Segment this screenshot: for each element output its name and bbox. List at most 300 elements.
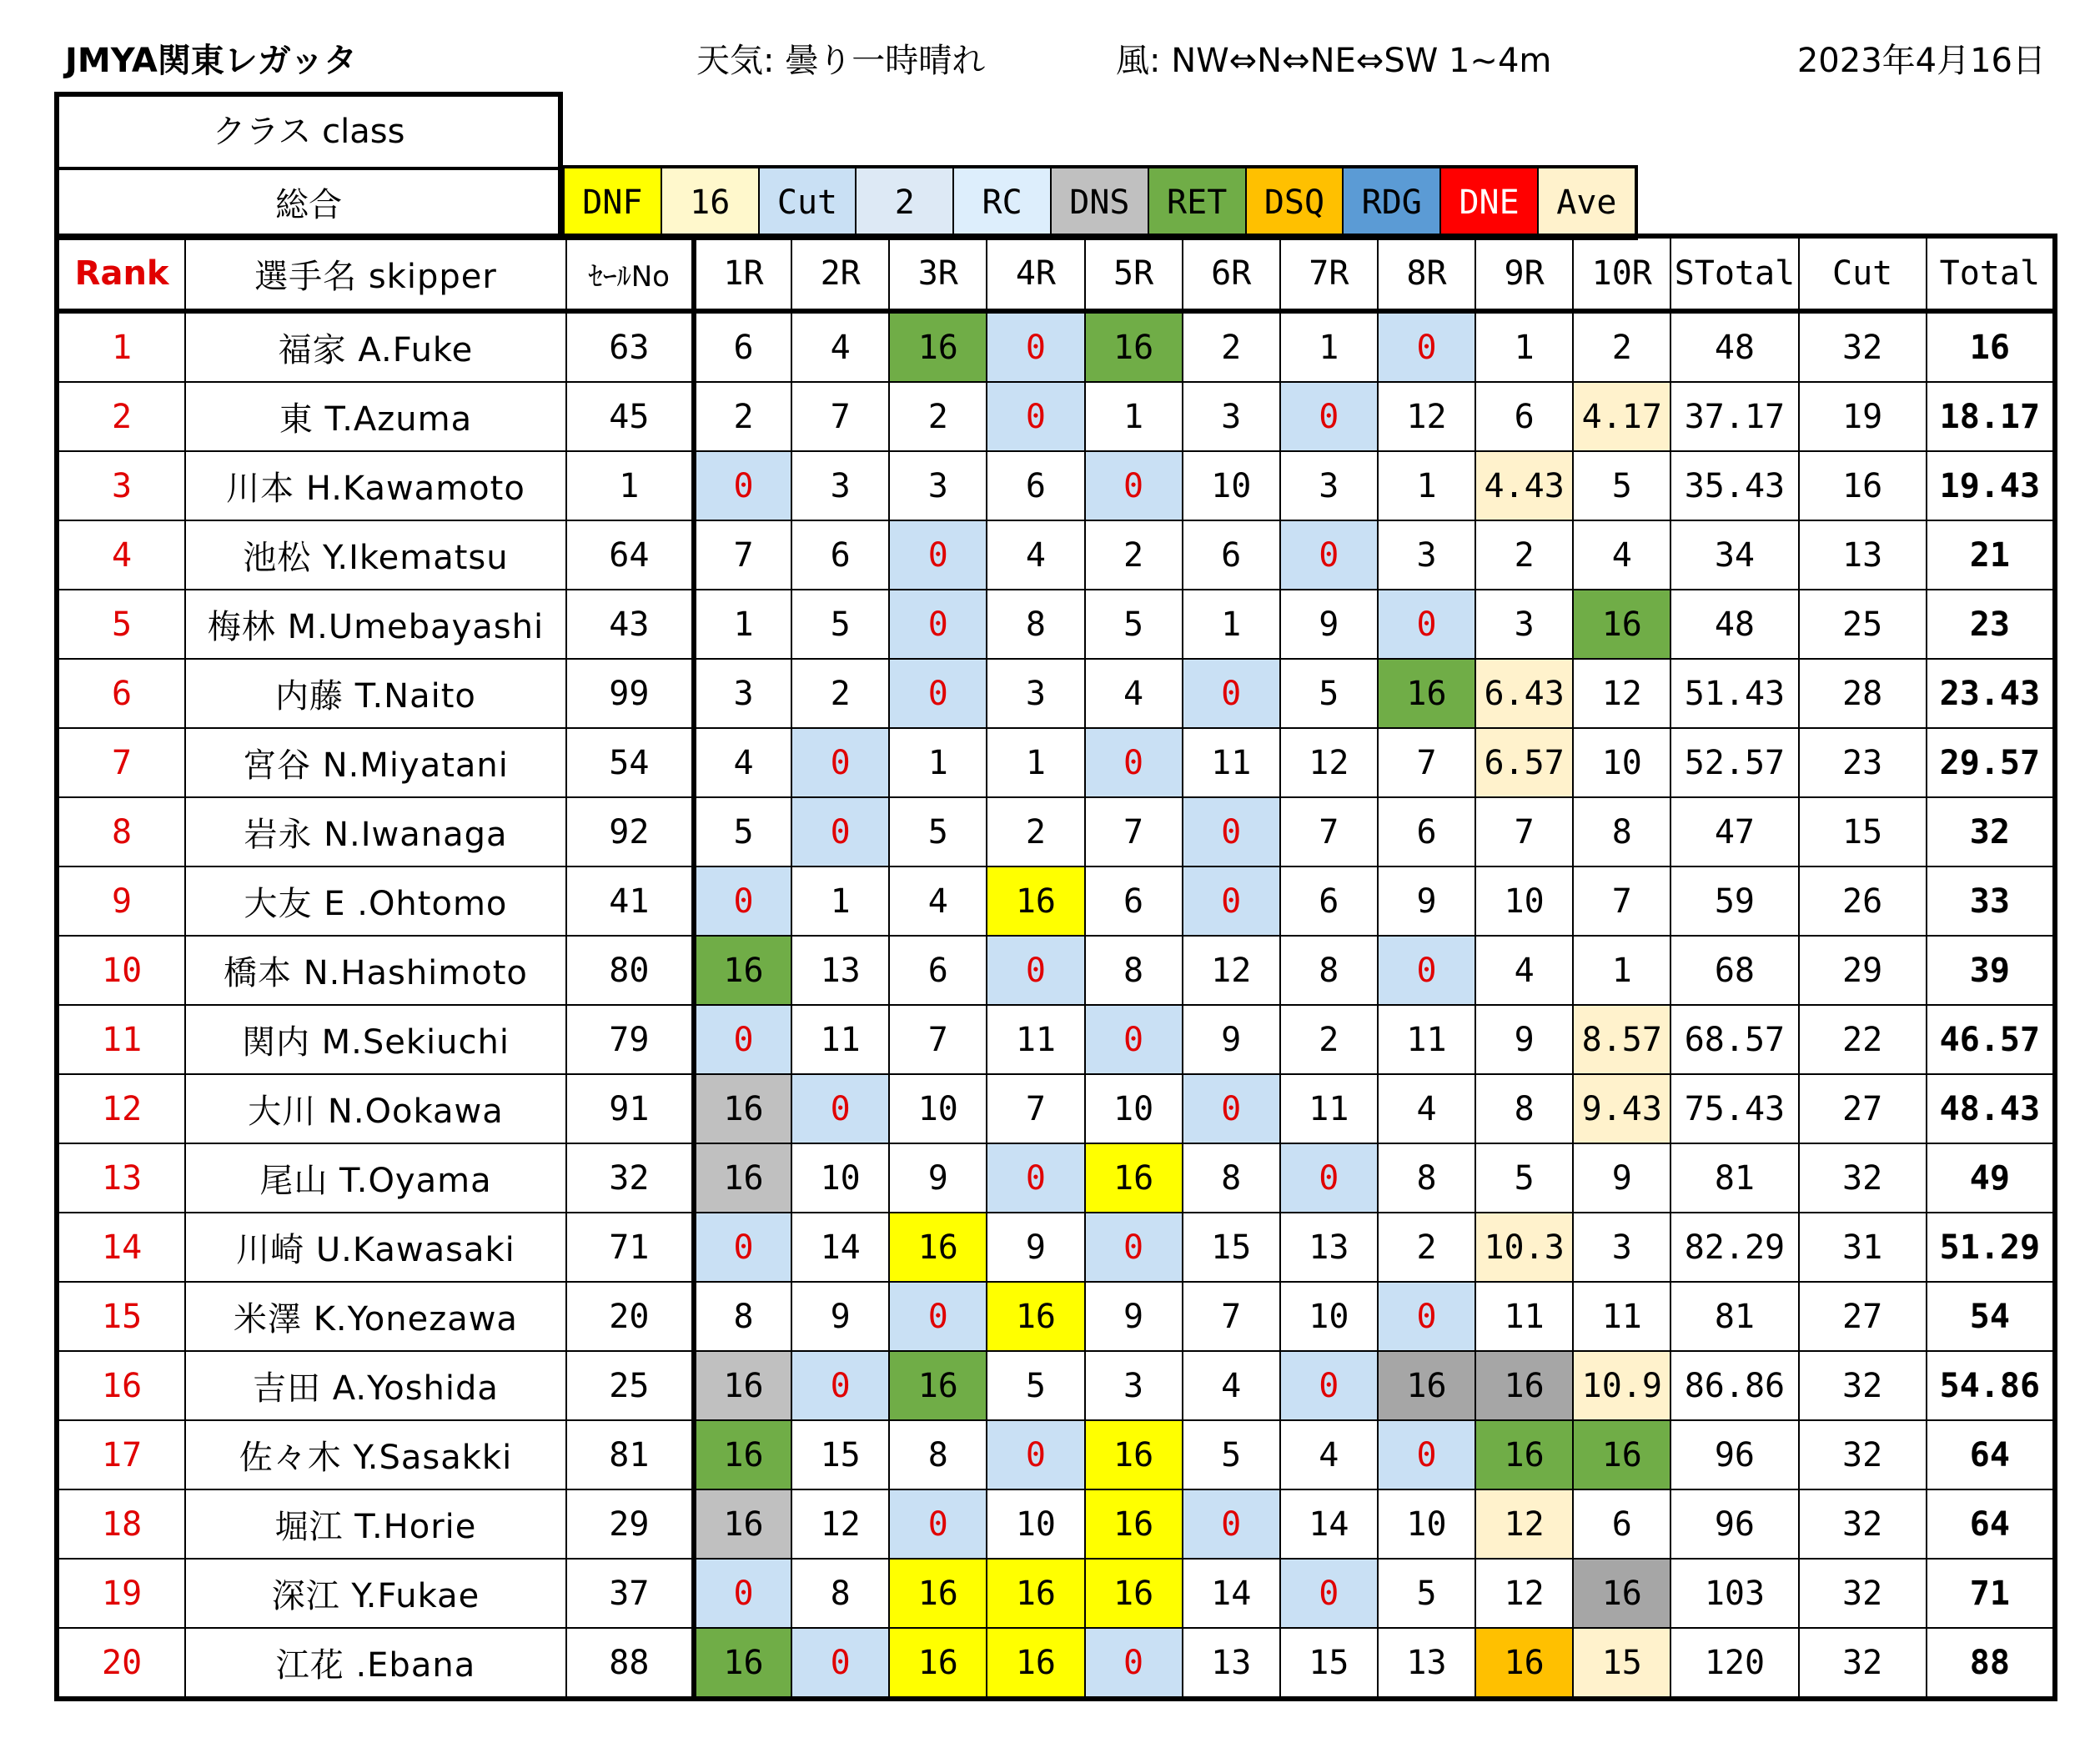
race-score-cell: 0 <box>1280 382 1378 451</box>
race-score-cell: 16 <box>889 311 987 382</box>
race-score-cell: 4 <box>889 866 987 936</box>
race-score-cell: 0 <box>1085 1005 1183 1074</box>
race-score-cell: 1 <box>987 728 1084 797</box>
legend-rdg: RDG <box>1342 168 1439 237</box>
race-score-cell: 16 <box>694 1074 791 1143</box>
race-score-cell: 5 <box>694 797 791 866</box>
skipper-cell: 大川 N.Ookawa <box>185 1074 566 1143</box>
stotal-cell: 52.57 <box>1670 728 1798 797</box>
race-score-cell: 7 <box>987 1074 1084 1143</box>
race-score-cell: 3 <box>694 659 791 728</box>
sail-number-cell: 32 <box>566 1143 694 1213</box>
rank-cell: 7 <box>57 728 185 797</box>
sail-number-cell: 25 <box>566 1351 694 1420</box>
rank-cell: 12 <box>57 1074 185 1143</box>
column-header: 9R <box>1475 236 1573 311</box>
race-score-cell: 12 <box>1280 728 1378 797</box>
rank-cell: 3 <box>57 451 185 520</box>
race-score-cell: 6 <box>1573 1489 1670 1559</box>
skipper-cell: 川崎 U.Kawasaki <box>185 1213 566 1282</box>
race-score-cell: 8.57 <box>1573 1005 1670 1074</box>
wind-info: 風: NW⇔N⇔NE⇔SW 1~4m <box>1116 42 1552 80</box>
rank-cell: 2 <box>57 382 185 451</box>
cut-cell: 32 <box>1799 311 1927 382</box>
race-score-cell: 3 <box>889 451 987 520</box>
sail-number-cell: 88 <box>566 1628 694 1699</box>
race-score-cell: 0 <box>987 936 1084 1005</box>
race-score-cell: 4 <box>1280 1420 1378 1489</box>
race-score-cell: 9.43 <box>1573 1074 1670 1143</box>
stotal-cell: 51.43 <box>1670 659 1798 728</box>
table-row <box>57 311 2055 382</box>
sail-number-cell: 64 <box>566 520 694 590</box>
legend-dne: DNE <box>1439 168 1537 237</box>
race-score-cell: 15 <box>1183 1213 1280 1282</box>
race-score-cell: 4.43 <box>1475 451 1573 520</box>
rank-cell: 9 <box>57 866 185 936</box>
column-header: 選手名 skipper <box>185 236 566 311</box>
table-row <box>57 866 2055 936</box>
race-score-cell: 9 <box>1475 1005 1573 1074</box>
stotal-cell: 68 <box>1670 936 1798 1005</box>
race-score-cell: 16 <box>1378 1351 1475 1420</box>
stotal-cell: 96 <box>1670 1489 1798 1559</box>
race-score-cell: 6 <box>889 936 987 1005</box>
race-score-cell: 14 <box>791 1213 889 1282</box>
race-score-cell: 16 <box>1573 590 1670 659</box>
stotal-cell: 48 <box>1670 590 1798 659</box>
race-score-cell: 11 <box>791 1005 889 1074</box>
race-score-cell: 3 <box>1183 382 1280 451</box>
race-score-cell: 14 <box>1280 1489 1378 1559</box>
column-header: 1R <box>694 236 791 311</box>
race-score-cell: 4 <box>1573 520 1670 590</box>
race-score-cell: 10 <box>889 1074 987 1143</box>
race-score-cell: 0 <box>1183 866 1280 936</box>
race-score-cell: 0 <box>1280 1559 1378 1628</box>
race-score-cell: 2 <box>1183 311 1280 382</box>
rank-cell: 17 <box>57 1420 185 1489</box>
race-score-cell: 16 <box>1378 659 1475 728</box>
race-score-cell: 6.43 <box>1475 659 1573 728</box>
cut-cell: 27 <box>1799 1282 1927 1351</box>
race-score-cell: 6 <box>1280 866 1378 936</box>
race-score-cell: 6 <box>1475 382 1573 451</box>
race-score-cell: 11 <box>1378 1005 1475 1074</box>
total-cell: 23.43 <box>1927 659 2055 728</box>
table-row <box>57 1351 2055 1420</box>
legend-ave: Ave <box>1537 168 1635 237</box>
race-score-cell: 2 <box>1573 311 1670 382</box>
table-row <box>57 1420 2055 1489</box>
race-score-cell: 0 <box>791 1351 889 1420</box>
rank-cell: 11 <box>57 1005 185 1074</box>
sail-number-cell: 43 <box>566 590 694 659</box>
total-cell: 48.43 <box>1927 1074 2055 1143</box>
race-score-cell: 12 <box>1378 382 1475 451</box>
rank-cell: 6 <box>57 659 185 728</box>
legend-rc: RC <box>952 168 1050 237</box>
color-legend <box>563 165 1638 240</box>
race-score-cell: 8 <box>1573 797 1670 866</box>
race-score-cell: 16 <box>889 1213 987 1282</box>
total-cell: 21 <box>1927 520 2055 590</box>
sail-number-cell: 92 <box>566 797 694 866</box>
table-row <box>57 1143 2055 1213</box>
cut-cell: 31 <box>1799 1213 1927 1282</box>
rank-cell: 10 <box>57 936 185 1005</box>
race-score-cell: 4 <box>1475 936 1573 1005</box>
race-score-cell: 13 <box>1183 1628 1280 1699</box>
race-score-cell: 0 <box>1085 728 1183 797</box>
race-score-cell: 4 <box>791 311 889 382</box>
race-score-cell: 2 <box>1280 1005 1378 1074</box>
total-cell: 23 <box>1927 590 2055 659</box>
skipper-cell: 江花 .Ebana <box>185 1628 566 1699</box>
race-score-cell: 4 <box>1378 1074 1475 1143</box>
legend-16: 16 <box>661 168 758 237</box>
skipper-cell: 佐々木 Y.Sasakki <box>185 1420 566 1489</box>
race-score-cell: 0 <box>987 311 1084 382</box>
stotal-cell: 47 <box>1670 797 1798 866</box>
race-score-cell: 10 <box>1573 728 1670 797</box>
total-cell: 29.57 <box>1927 728 2055 797</box>
race-score-cell: 10 <box>1183 451 1280 520</box>
race-score-cell: 0 <box>889 1489 987 1559</box>
sail-number-cell: 29 <box>566 1489 694 1559</box>
rank-cell: 4 <box>57 520 185 590</box>
total-cell: 88 <box>1927 1628 2055 1699</box>
race-score-cell: 3 <box>1085 1351 1183 1420</box>
race-score-cell: 0 <box>987 1143 1084 1213</box>
race-score-cell: 7 <box>1475 797 1573 866</box>
table-row <box>57 1559 2055 1628</box>
race-score-cell: 0 <box>889 1282 987 1351</box>
sail-number-cell: 1 <box>566 451 694 520</box>
sail-number-cell: 71 <box>566 1213 694 1282</box>
race-score-cell: 16 <box>1475 1420 1573 1489</box>
skipper-cell: 深江 Y.Fukae <box>185 1559 566 1628</box>
race-score-cell: 0 <box>1378 311 1475 382</box>
race-score-cell: 0 <box>1378 1420 1475 1489</box>
race-score-cell: 8 <box>1280 936 1378 1005</box>
race-score-cell: 1 <box>791 866 889 936</box>
cut-cell: 16 <box>1799 451 1927 520</box>
race-score-cell: 0 <box>889 520 987 590</box>
race-score-cell: 8 <box>1475 1074 1573 1143</box>
race-score-cell: 0 <box>791 728 889 797</box>
race-score-cell: 10 <box>1280 1282 1378 1351</box>
race-score-cell: 0 <box>694 866 791 936</box>
race-score-cell: 16 <box>987 1282 1084 1351</box>
race-score-cell: 6 <box>791 520 889 590</box>
race-score-cell: 16 <box>1085 1559 1183 1628</box>
column-header: 10R <box>1573 236 1670 311</box>
race-score-cell: 2 <box>987 797 1084 866</box>
stotal-cell: 75.43 <box>1670 1074 1798 1143</box>
table-row <box>57 1628 2055 1699</box>
race-score-cell: 12 <box>1475 1489 1573 1559</box>
race-score-cell: 16 <box>694 1489 791 1559</box>
table-row <box>57 1213 2055 1282</box>
race-score-cell: 1 <box>889 728 987 797</box>
sail-number-cell: 99 <box>566 659 694 728</box>
race-score-cell: 16 <box>694 1351 791 1420</box>
cut-cell: 32 <box>1799 1420 1927 1489</box>
sail-number-cell: 63 <box>566 311 694 382</box>
race-score-cell: 8 <box>987 590 1084 659</box>
race-score-cell: 1 <box>1573 936 1670 1005</box>
race-score-cell: 0 <box>1183 797 1280 866</box>
column-header: Rank <box>57 236 185 311</box>
race-score-cell: 3 <box>791 451 889 520</box>
sail-number-cell: 81 <box>566 1420 694 1489</box>
race-score-cell: 11 <box>987 1005 1084 1074</box>
race-score-cell: 16 <box>889 1628 987 1699</box>
race-score-cell: 12 <box>791 1489 889 1559</box>
race-score-cell: 5 <box>1085 590 1183 659</box>
race-score-cell: 6 <box>1183 520 1280 590</box>
table-row <box>57 451 2055 520</box>
legend-ret: RET <box>1148 168 1245 237</box>
race-score-cell: 16 <box>889 1351 987 1420</box>
race-score-cell: 6 <box>1085 866 1183 936</box>
event-date: 2023年4月16日 <box>1796 42 2046 80</box>
rank-cell: 1 <box>57 311 185 382</box>
race-score-cell: 1 <box>1475 311 1573 382</box>
race-score-cell: 16 <box>987 1628 1084 1699</box>
legend-2: 2 <box>855 168 952 237</box>
race-score-cell: 2 <box>1085 520 1183 590</box>
cut-cell: 32 <box>1799 1489 1927 1559</box>
race-score-cell: 1 <box>694 590 791 659</box>
race-score-cell: 4 <box>694 728 791 797</box>
race-score-cell: 0 <box>791 1074 889 1143</box>
stotal-cell: 35.43 <box>1670 451 1798 520</box>
total-cell: 64 <box>1927 1489 2055 1559</box>
table-row <box>57 382 2055 451</box>
table-row <box>57 1282 2055 1351</box>
race-score-cell: 16 <box>694 1628 791 1699</box>
race-score-cell: 10 <box>1378 1489 1475 1559</box>
column-header: Cut <box>1799 236 1927 311</box>
stotal-cell: 81 <box>1670 1143 1798 1213</box>
race-score-cell: 16 <box>1085 1420 1183 1489</box>
race-score-cell: 0 <box>987 1420 1084 1489</box>
class-label: クラス class <box>212 113 405 151</box>
cut-cell: 32 <box>1799 1143 1927 1213</box>
race-score-cell: 14 <box>1183 1559 1280 1628</box>
race-score-cell: 9 <box>1378 866 1475 936</box>
race-score-cell: 0 <box>694 451 791 520</box>
rank-cell: 8 <box>57 797 185 866</box>
sail-number-cell: 37 <box>566 1559 694 1628</box>
race-score-cell: 4.17 <box>1573 382 1670 451</box>
race-score-cell: 8 <box>1183 1143 1280 1213</box>
race-score-cell: 2 <box>791 659 889 728</box>
skipper-cell: 川本 H.Kawamoto <box>185 451 566 520</box>
cut-cell: 15 <box>1799 797 1927 866</box>
race-score-cell: 11 <box>1280 1074 1378 1143</box>
race-score-cell: 10 <box>987 1489 1084 1559</box>
race-score-cell: 16 <box>1475 1351 1573 1420</box>
total-cell: 39 <box>1927 936 2055 1005</box>
stotal-cell: 59 <box>1670 866 1798 936</box>
total-cell: 51.29 <box>1927 1213 2055 1282</box>
race-score-cell: 0 <box>889 590 987 659</box>
race-score-cell: 9 <box>987 1213 1084 1282</box>
race-score-cell: 11 <box>1475 1282 1573 1351</box>
table-header-row <box>57 236 2055 311</box>
race-score-cell: 16 <box>1573 1420 1670 1489</box>
stotal-cell: 120 <box>1670 1628 1798 1699</box>
skipper-cell: 米澤 K.Yonezawa <box>185 1282 566 1351</box>
cut-cell: 23 <box>1799 728 1927 797</box>
race-score-cell: 0 <box>1378 590 1475 659</box>
legend-cut: Cut <box>758 168 856 237</box>
race-score-cell: 7 <box>694 520 791 590</box>
race-score-cell: 7 <box>1573 866 1670 936</box>
race-score-cell: 16 <box>889 1559 987 1628</box>
race-score-cell: 6 <box>987 451 1084 520</box>
cut-cell: 27 <box>1799 1074 1927 1143</box>
race-score-cell: 6 <box>694 311 791 382</box>
race-score-cell: 2 <box>889 382 987 451</box>
skipper-cell: 梅林 M.Umebayashi <box>185 590 566 659</box>
race-score-cell: 0 <box>1183 659 1280 728</box>
skipper-cell: 福家 A.Fuke <box>185 311 566 382</box>
race-score-cell: 3 <box>987 659 1084 728</box>
sail-number-cell: 45 <box>566 382 694 451</box>
stotal-cell: 82.29 <box>1670 1213 1798 1282</box>
rank-cell: 13 <box>57 1143 185 1213</box>
race-score-cell: 0 <box>1378 1282 1475 1351</box>
race-score-cell: 0 <box>694 1559 791 1628</box>
race-score-cell: 0 <box>1280 520 1378 590</box>
race-score-cell: 2 <box>1378 1213 1475 1282</box>
total-cell: 71 <box>1927 1559 2055 1628</box>
race-score-cell: 9 <box>1085 1282 1183 1351</box>
race-score-cell: 11 <box>1573 1282 1670 1351</box>
race-score-cell: 12 <box>1475 1559 1573 1628</box>
skipper-cell: 堀江 T.Horie <box>185 1489 566 1559</box>
race-score-cell: 2 <box>1475 520 1573 590</box>
cut-cell: 32 <box>1799 1351 1927 1420</box>
race-score-cell: 0 <box>987 382 1084 451</box>
race-score-cell: 10 <box>1475 866 1573 936</box>
race-score-cell: 0 <box>791 1628 889 1699</box>
race-score-cell: 10.9 <box>1573 1351 1670 1420</box>
cut-cell: 13 <box>1799 520 1927 590</box>
column-header: 2R <box>791 236 889 311</box>
race-score-cell: 3 <box>1280 451 1378 520</box>
race-score-cell: 0 <box>1183 1074 1280 1143</box>
race-score-cell: 9 <box>791 1282 889 1351</box>
race-score-cell: 3 <box>1378 520 1475 590</box>
column-header: 5R <box>1085 236 1183 311</box>
race-score-cell: 0 <box>694 1005 791 1074</box>
race-score-cell: 5 <box>1183 1420 1280 1489</box>
race-score-cell: 0 <box>1085 1628 1183 1699</box>
race-score-cell: 10 <box>1085 1074 1183 1143</box>
race-score-cell: 0 <box>1085 451 1183 520</box>
cut-cell: 22 <box>1799 1005 1927 1074</box>
table-row <box>57 1005 2055 1074</box>
race-score-cell: 1 <box>1378 451 1475 520</box>
cut-cell: 32 <box>1799 1559 1927 1628</box>
total-cell: 49 <box>1927 1143 2055 1213</box>
sail-number-cell: 41 <box>566 866 694 936</box>
race-score-cell: 4 <box>1183 1351 1280 1420</box>
rank-cell: 15 <box>57 1282 185 1351</box>
race-score-cell: 5 <box>1573 451 1670 520</box>
rank-cell: 5 <box>57 590 185 659</box>
race-score-cell: 16 <box>1085 1489 1183 1559</box>
weather-info: 天気: 曇り一時晴れ <box>696 42 986 80</box>
race-score-cell: 13 <box>1378 1628 1475 1699</box>
rank-cell: 18 <box>57 1489 185 1559</box>
race-score-cell: 0 <box>1183 1489 1280 1559</box>
race-score-cell: 6.57 <box>1475 728 1573 797</box>
column-header: STotal <box>1670 236 1798 311</box>
skipper-cell: 宮谷 N.Miyatani <box>185 728 566 797</box>
race-score-cell: 7 <box>1085 797 1183 866</box>
table-row <box>57 728 2055 797</box>
rank-cell: 19 <box>57 1559 185 1628</box>
column-header: Total <box>1927 236 2055 311</box>
race-score-cell: 11 <box>1183 728 1280 797</box>
stotal-cell: 96 <box>1670 1420 1798 1489</box>
race-score-cell: 12 <box>1573 659 1670 728</box>
race-score-cell: 0 <box>1085 1213 1183 1282</box>
rank-cell: 20 <box>57 1628 185 1699</box>
cut-cell: 28 <box>1799 659 1927 728</box>
race-score-cell: 5 <box>1378 1559 1475 1628</box>
stotal-cell: 48 <box>1670 311 1798 382</box>
race-score-cell: 3 <box>1573 1213 1670 1282</box>
race-score-cell: 7 <box>889 1005 987 1074</box>
race-score-cell: 4 <box>1085 659 1183 728</box>
race-score-cell: 0 <box>889 659 987 728</box>
race-score-cell: 1 <box>1085 382 1183 451</box>
column-header: ｾｰﾙNo <box>566 236 694 311</box>
total-cell: 18.17 <box>1927 382 2055 451</box>
race-score-cell: 7 <box>1280 797 1378 866</box>
cut-cell: 26 <box>1799 866 1927 936</box>
results-table <box>54 234 2057 1701</box>
column-header: 7R <box>1280 236 1378 311</box>
race-score-cell: 16 <box>694 1420 791 1489</box>
legend-dsq: DSQ <box>1245 168 1343 237</box>
table-row <box>57 936 2055 1005</box>
table-row <box>57 590 2055 659</box>
skipper-cell: 尾山 T.Oyama <box>185 1143 566 1213</box>
cut-cell: 25 <box>1799 590 1927 659</box>
skipper-cell: 大友 E .Ohtomo <box>185 866 566 936</box>
column-header: 8R <box>1378 236 1475 311</box>
race-score-cell: 7 <box>791 382 889 451</box>
skipper-cell: 東 T.Azuma <box>185 382 566 451</box>
cut-cell: 32 <box>1799 1628 1927 1699</box>
total-cell: 33 <box>1927 866 2055 936</box>
race-score-cell: 7 <box>1183 1282 1280 1351</box>
race-score-cell: 1 <box>1280 311 1378 382</box>
race-score-cell: 16 <box>1475 1628 1573 1699</box>
race-score-cell: 16 <box>1085 311 1183 382</box>
race-score-cell: 8 <box>694 1282 791 1351</box>
race-score-cell: 8 <box>1378 1143 1475 1213</box>
total-cell: 46.57 <box>1927 1005 2055 1074</box>
